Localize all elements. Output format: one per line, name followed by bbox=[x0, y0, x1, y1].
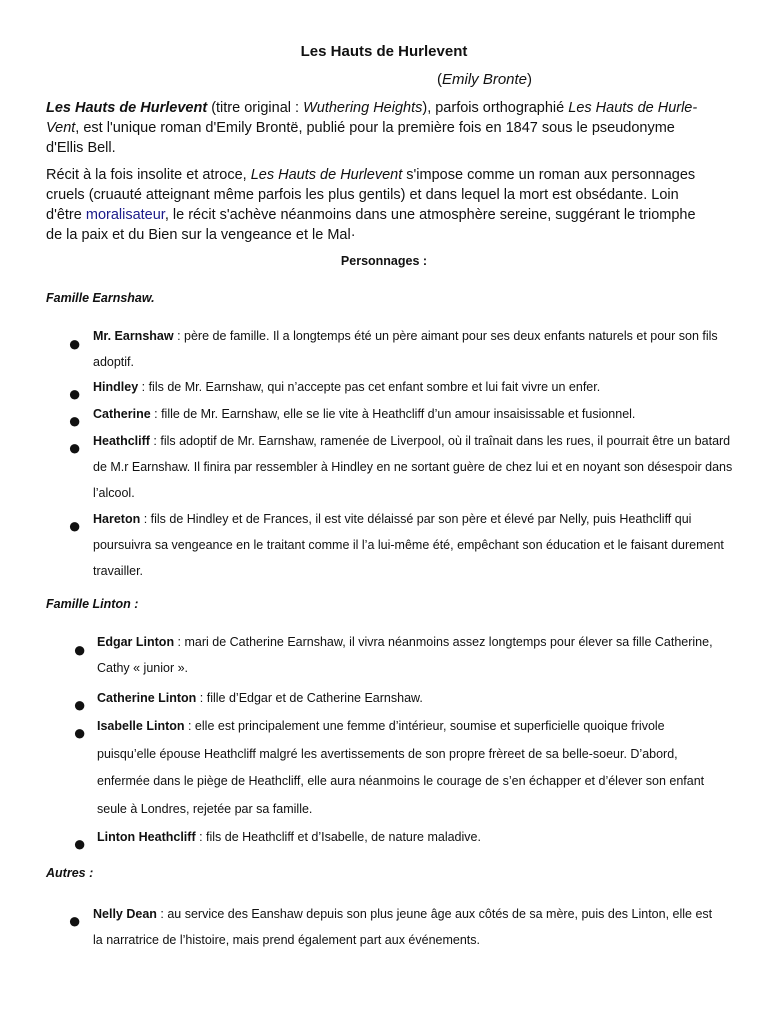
bullet-icon: ● bbox=[73, 692, 87, 717]
bullet-icon: ● bbox=[73, 637, 87, 662]
intro1-original-title: Wuthering Heights bbox=[303, 100, 423, 116]
bullet-icon: ● bbox=[73, 831, 87, 856]
intro2-title: Les Hauts de Hurlevent bbox=[250, 167, 403, 183]
character-description: : père de famille. Il a longtemps été un père aimant pour ses deux enfants naturels et pour son fils adoptif. bbox=[93, 329, 718, 369]
list-item bbox=[93, 401, 733, 427]
list-item bbox=[93, 506, 733, 584]
group-heading-autres: Autres : bbox=[46, 866, 94, 880]
character-name: Linton Heathcliff bbox=[97, 830, 196, 844]
intro1-text-2: ), parfois orthographié bbox=[422, 100, 569, 116]
author-line bbox=[437, 71, 532, 88]
character-name: Isabelle Linton bbox=[97, 719, 185, 733]
intro2-text-2: s'impose comme un roman aux personnages cruels (cruauté atteignant même parfois les plus gentils) et dans lequel la mort est obsédante. Loin d'être bbox=[46, 167, 696, 223]
intro1-text-3: , est l'unique roman d'Emily Brontë, publié pour la première fois en 1847 sous le pseudonyme d'Ellis Bell. bbox=[46, 120, 675, 156]
list-item bbox=[93, 428, 733, 506]
group-heading-linton: Famille Linton : bbox=[46, 597, 139, 611]
author-close-paren: ) bbox=[527, 71, 533, 88]
character-description: : fils adoptif de Mr. Earnshaw, ramenée de Liverpool, où il traînait dans les rues, il pourrait être un batard de M.r Earnshaw. Il finira par ressembler à Hindley en ne sortant guère de chez lui et en noyant son désespoir dans l’alcool. bbox=[93, 434, 733, 500]
list-item bbox=[97, 713, 717, 823]
bullet-icon: ● bbox=[68, 513, 82, 538]
intro-paragraph-1 bbox=[46, 98, 706, 158]
character-name: Mr. Earnshaw bbox=[93, 329, 174, 343]
character-name: Hareton bbox=[93, 512, 141, 526]
bullet-icon: ● bbox=[73, 720, 87, 745]
bullet-icon: ● bbox=[68, 331, 82, 356]
list-item bbox=[93, 901, 723, 953]
character-name: Nelly Dean bbox=[93, 907, 157, 921]
bullet-icon: ● bbox=[68, 435, 82, 460]
author-name: Emily Bronte bbox=[442, 71, 528, 88]
intro1-text-1: (titre original : bbox=[207, 100, 304, 116]
intro-paragraph-2 bbox=[46, 165, 706, 245]
character-name: Hindley bbox=[93, 380, 139, 394]
character-name: Heathcliff bbox=[93, 434, 150, 448]
character-description: : au service des Eanshaw depuis son plus jeune âge aux côtés de sa mère, puis des Linton, elle est la narratrice de l’histoire, mais prend également part aux événements. bbox=[93, 907, 713, 947]
list-item bbox=[93, 323, 733, 375]
bullet-icon: ● bbox=[68, 381, 82, 406]
intro1-title: Les Hauts de Hurlevent bbox=[46, 100, 208, 116]
group-heading-earnshaw: Famille Earnshaw. bbox=[46, 291, 155, 305]
personnages-heading: Personnages : bbox=[340, 254, 428, 268]
bullet-icon: ● bbox=[68, 908, 82, 933]
character-name: Catherine Linton bbox=[97, 691, 197, 705]
list-item bbox=[97, 685, 717, 711]
intro1-alt-title: Les Hauts de Hurle-Vent bbox=[46, 100, 698, 136]
character-description: : fille d’Edgar et de Catherine Earnshaw. bbox=[196, 691, 423, 705]
list-item bbox=[97, 824, 717, 850]
character-description: : elle est principalement une femme d’intérieur, soumise et superficielle quoique frivole puisqu’elle épouse Heathcliff malgré les avertissements de son propre frèreet de sa belle-soeur. D’abord, enfermée dans le piège de Heathcliff, elle aura néanmoins le courage de s’en échapper et d’élever son enfant seule à Londres, rejetée par sa famille. bbox=[97, 719, 705, 816]
character-description: : fille de Mr. Earnshaw, elle se lie vite à Heathcliff d’un amour insaisissable et fusionnel. bbox=[150, 407, 636, 421]
intro2-text-1: Récit à la fois insolite et atroce, bbox=[46, 167, 251, 183]
character-description: : fils de Heathcliff et d’Isabelle, de nature maladive. bbox=[195, 830, 481, 844]
bullet-icon: ● bbox=[68, 408, 82, 433]
character-description: : fils de Mr. Earnshaw, qui n’accepte pas cet enfant sombre et lui fait vivre un enfer. bbox=[138, 380, 601, 394]
list-item bbox=[97, 629, 717, 681]
list-item bbox=[93, 374, 733, 400]
author-open-paren: ( bbox=[437, 71, 442, 88]
moralisateur-link[interactable]: moralisateur bbox=[85, 207, 165, 223]
character-name: Catherine bbox=[93, 407, 151, 421]
character-description: : fils de Hindley et de Frances, il est vite délaissé par son père et élevé par Nelly, puis Heathcliff qui poursuivra sa vengeance en le traitant comme il l’a lui-même été, empêchant son éducation et le faisant durement travailler. bbox=[93, 512, 724, 578]
character-description: : mari de Catherine Earnshaw, il vivra néanmoins assez longtemps pour élever sa fille Catherine, Cathy « junior ». bbox=[97, 635, 713, 675]
character-name: Edgar Linton bbox=[97, 635, 175, 649]
intro2-text-3: , le récit s'achève néanmoins dans une atmosphère sereine, suggérant le triomphe de la paix et du Bien sur la vengeance et le Mal· bbox=[46, 207, 696, 243]
document-title: Les Hauts de Hurlevent bbox=[300, 43, 468, 60]
